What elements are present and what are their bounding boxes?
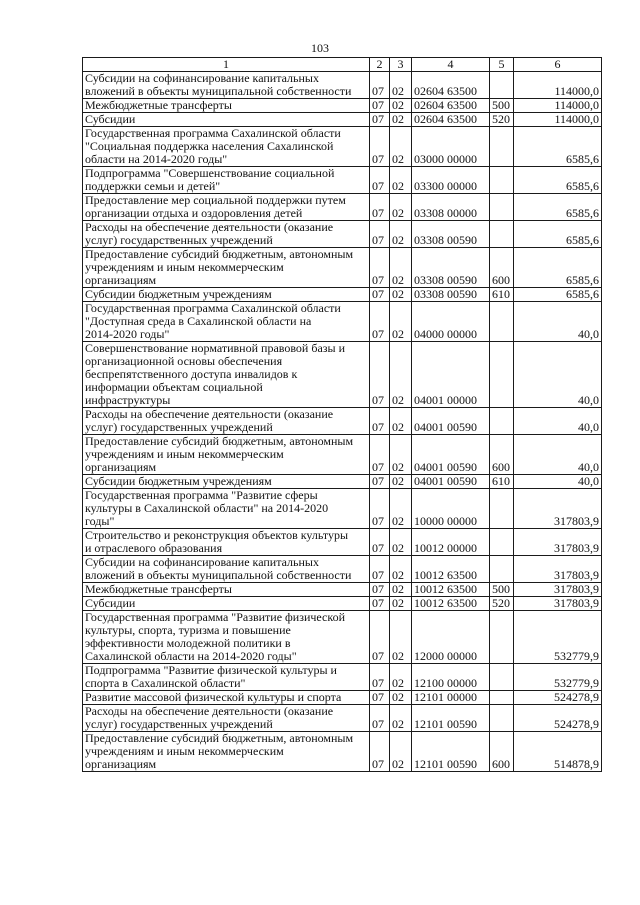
cell-name-line: Подпрограмма "Развитие физической культуры и <box>85 663 337 677</box>
table-row <box>83 302 602 342</box>
cell-amount: 114000,0 <box>514 72 602 99</box>
cell-name-line: организации отдыха и оздоровления детей <box>85 206 303 220</box>
cell-subsection: 02 <box>390 342 412 408</box>
cell-amount: 317803,9 <box>514 583 602 597</box>
cell-name-line: Межбюджетные трансферты <box>85 582 232 596</box>
cell-amount: 6585,6 <box>514 248 602 288</box>
cell-name-line: "Доступная среда в Сахалинской области на <box>85 314 312 328</box>
cell-section: 07 <box>370 342 390 408</box>
cell-expense-type <box>490 408 514 435</box>
cell-name <box>83 664 370 691</box>
cell-name-line: организациям <box>85 273 157 287</box>
cell-subsection: 02 <box>390 113 412 127</box>
cell-expense-type <box>490 72 514 99</box>
table-row <box>83 342 602 408</box>
cell-name <box>83 194 370 221</box>
cell-target-code: 12000 00000 <box>412 611 490 664</box>
cell-name <box>83 127 370 167</box>
cell-section: 07 <box>370 288 390 302</box>
cell-amount: 6585,6 <box>514 194 602 221</box>
table-row <box>83 113 602 127</box>
cell-name-line: Расходы на обеспечение деятельности (оказание <box>85 407 334 421</box>
cell-name <box>83 288 370 302</box>
cell-target-code: 10000 00000 <box>412 489 490 529</box>
cell-name-line: услуг) государственных учреждений <box>85 233 273 247</box>
cell-expense-type: 600 <box>490 732 514 772</box>
table-row <box>83 288 602 302</box>
cell-name-line: беспрепятственного доступа инвалидов к <box>85 367 298 381</box>
cell-name <box>83 167 370 194</box>
cell-amount: 6585,6 <box>514 167 602 194</box>
cell-name <box>83 611 370 664</box>
cell-name <box>83 597 370 611</box>
cell-name-line: Субсидии на софинансирование капитальных <box>85 71 319 85</box>
cell-subsection: 02 <box>390 732 412 772</box>
cell-target-code: 04001 00000 <box>412 342 490 408</box>
cell-target-code: 10012 63500 <box>412 597 490 611</box>
cell-subsection: 02 <box>390 664 412 691</box>
cell-name <box>83 342 370 408</box>
cell-name-line: услуг) государственных учреждений <box>85 420 273 434</box>
cell-name-line: области на 2014-2020 годы" <box>85 152 228 166</box>
cell-section: 07 <box>370 113 390 127</box>
cell-target-code: 12101 00000 <box>412 691 490 705</box>
cell-name-line: культуры в Сахалинской области" на 2014-2020 <box>85 501 329 515</box>
cell-section: 07 <box>370 475 390 489</box>
cell-expense-type: 600 <box>490 248 514 288</box>
table-row <box>83 556 602 583</box>
cell-name <box>83 529 370 556</box>
cell-section: 07 <box>370 489 390 529</box>
col-header: 3 <box>390 58 412 72</box>
cell-section: 07 <box>370 691 390 705</box>
table-row <box>83 705 602 732</box>
cell-name <box>83 302 370 342</box>
cell-amount: 524278,9 <box>514 705 602 732</box>
cell-target-code: 04001 00590 <box>412 475 490 489</box>
cell-target-code: 03308 00590 <box>412 221 490 248</box>
cell-expense-type <box>490 664 514 691</box>
cell-amount: 524278,9 <box>514 691 602 705</box>
cell-name <box>83 248 370 288</box>
table-row <box>83 529 602 556</box>
cell-name <box>83 705 370 732</box>
cell-name <box>83 691 370 705</box>
cell-section: 07 <box>370 597 390 611</box>
cell-target-code: 02604 63500 <box>412 99 490 113</box>
cell-target-code: 12101 00590 <box>412 732 490 772</box>
cell-expense-type <box>490 342 514 408</box>
table-row <box>83 435 602 475</box>
cell-expense-type: 500 <box>490 99 514 113</box>
cell-section: 07 <box>370 127 390 167</box>
cell-section: 07 <box>370 435 390 475</box>
cell-subsection: 02 <box>390 248 412 288</box>
col-header: 5 <box>490 58 514 72</box>
cell-name-line: организациям <box>85 757 157 771</box>
cell-name-line: эффективности молодежной политики в <box>85 636 291 650</box>
cell-name-line: вложений в объекты муниципальной собственности <box>85 84 352 98</box>
cell-name-line: 2014-2020 годы" <box>85 327 170 341</box>
cell-section: 07 <box>370 194 390 221</box>
cell-name-line: Предоставление субсидий бюджетным, автономным <box>85 434 354 448</box>
cell-name-line: организационной основы обеспечения <box>85 354 283 368</box>
cell-name-line: Субсидии <box>85 112 136 126</box>
cell-amount: 40,0 <box>514 435 602 475</box>
cell-name <box>83 113 370 127</box>
cell-name-line: культуры, спорта, туризма и повышение <box>85 623 291 637</box>
cell-section: 07 <box>370 248 390 288</box>
cell-subsection: 02 <box>390 435 412 475</box>
cell-name-line: Государственная программа Сахалинской области <box>85 126 341 140</box>
cell-name-line: Предоставление субсидий бюджетным, автономным <box>85 731 354 745</box>
table-row <box>83 489 602 529</box>
cell-name-line: Субсидии бюджетным учреждениям <box>85 287 272 301</box>
cell-target-code: 12101 00590 <box>412 705 490 732</box>
cell-amount: 317803,9 <box>514 556 602 583</box>
cell-name-line: Сахалинской области на 2014-2020 годы" <box>85 649 297 663</box>
cell-target-code: 10012 63500 <box>412 583 490 597</box>
cell-name <box>83 408 370 435</box>
cell-section: 07 <box>370 99 390 113</box>
cell-amount: 6585,6 <box>514 288 602 302</box>
cell-amount: 114000,0 <box>514 113 602 127</box>
cell-section: 07 <box>370 732 390 772</box>
table-row <box>83 732 602 772</box>
cell-expense-type: 610 <box>490 288 514 302</box>
cell-name-line: Расходы на обеспечение деятельности (оказание <box>85 220 334 234</box>
cell-target-code: 10012 00000 <box>412 529 490 556</box>
cell-name-line: информации объектам социальной <box>85 380 263 394</box>
cell-amount: 40,0 <box>514 302 602 342</box>
cell-expense-type: 500 <box>490 583 514 597</box>
cell-section: 07 <box>370 583 390 597</box>
table-row <box>83 583 602 597</box>
cell-subsection: 02 <box>390 489 412 529</box>
cell-subsection: 02 <box>390 597 412 611</box>
cell-name-line: поддержки семьи и детей" <box>85 179 221 193</box>
cell-subsection: 02 <box>390 611 412 664</box>
cell-section: 07 <box>370 221 390 248</box>
cell-amount: 40,0 <box>514 408 602 435</box>
cell-expense-type <box>490 302 514 342</box>
cell-name-line: Предоставление мер социальной поддержки путем <box>85 193 346 207</box>
cell-amount: 40,0 <box>514 342 602 408</box>
table-row <box>83 408 602 435</box>
cell-subsection: 02 <box>390 221 412 248</box>
cell-subsection: 02 <box>390 705 412 732</box>
cell-subsection: 02 <box>390 529 412 556</box>
cell-target-code: 03000 00000 <box>412 127 490 167</box>
cell-subsection: 02 <box>390 475 412 489</box>
cell-subsection: 02 <box>390 691 412 705</box>
cell-expense-type <box>490 691 514 705</box>
cell-target-code: 02604 63500 <box>412 72 490 99</box>
table-row <box>83 664 602 691</box>
cell-expense-type: 520 <box>490 597 514 611</box>
cell-expense-type: 600 <box>490 435 514 475</box>
col-header: 1 <box>83 58 370 72</box>
cell-amount: 514878,9 <box>514 732 602 772</box>
cell-name-line: Совершенствование нормативной правовой базы и <box>85 341 346 355</box>
table-body <box>83 58 602 772</box>
cell-expense-type <box>490 611 514 664</box>
cell-name-line: Субсидии бюджетным учреждениям <box>85 474 272 488</box>
cell-subsection: 02 <box>390 194 412 221</box>
cell-target-code: 03308 00590 <box>412 248 490 288</box>
cell-target-code: 04000 00000 <box>412 302 490 342</box>
cell-name-line: организациям <box>85 460 157 474</box>
cell-expense-type <box>490 705 514 732</box>
cell-section: 07 <box>370 72 390 99</box>
cell-section: 07 <box>370 167 390 194</box>
cell-target-code: 03308 00590 <box>412 288 490 302</box>
cell-name-line: Субсидии <box>85 596 136 610</box>
cell-expense-type <box>490 489 514 529</box>
cell-subsection: 02 <box>390 167 412 194</box>
cell-amount: 532779,9 <box>514 664 602 691</box>
cell-amount: 6585,6 <box>514 127 602 167</box>
table-row <box>83 167 602 194</box>
cell-name-line: Субсидии на софинансирование капитальных <box>85 555 319 569</box>
col-header: 2 <box>370 58 390 72</box>
table-row <box>83 72 602 99</box>
cell-amount: 317803,9 <box>514 529 602 556</box>
cell-name-line: Предоставление субсидий бюджетным, автономным <box>85 247 354 261</box>
cell-expense-type <box>490 556 514 583</box>
cell-name-line: учреждениям и иным некоммерческим <box>85 744 284 758</box>
cell-expense-type: 610 <box>490 475 514 489</box>
cell-name-line: Государственная программа "Развитие сферы <box>85 488 318 502</box>
cell-name <box>83 99 370 113</box>
cell-target-code: 03300 00000 <box>412 167 490 194</box>
cell-amount: 317803,9 <box>514 597 602 611</box>
cell-section: 07 <box>370 664 390 691</box>
table-row <box>83 127 602 167</box>
cell-name <box>83 489 370 529</box>
table-row <box>83 194 602 221</box>
cell-name-line: Строительство и реконструкция объектов культуры <box>85 528 349 542</box>
cell-target-code: 04001 00590 <box>412 408 490 435</box>
cell-amount: 40,0 <box>514 475 602 489</box>
col-header: 6 <box>514 58 602 72</box>
cell-name-line: Межбюджетные трансферты <box>85 98 232 112</box>
header-row <box>83 58 602 72</box>
cell-subsection: 02 <box>390 556 412 583</box>
cell-name <box>83 221 370 248</box>
cell-subsection: 02 <box>390 583 412 597</box>
table-row <box>83 248 602 288</box>
cell-amount: 6585,6 <box>514 221 602 248</box>
table-row <box>83 691 602 705</box>
cell-name <box>83 72 370 99</box>
cell-section: 07 <box>370 529 390 556</box>
cell-amount: 317803,9 <box>514 489 602 529</box>
cell-target-code: 10012 63500 <box>412 556 490 583</box>
cell-subsection: 02 <box>390 288 412 302</box>
cell-name-line: вложений в объекты муниципальной собственности <box>85 568 352 582</box>
cell-name-line: Государственная программа "Развитие физической <box>85 610 346 624</box>
cell-target-code: 03308 00000 <box>412 194 490 221</box>
cell-name-line: инфраструктуры <box>85 393 171 407</box>
cell-expense-type <box>490 127 514 167</box>
cell-subsection: 02 <box>390 302 412 342</box>
cell-name <box>83 556 370 583</box>
cell-expense-type <box>490 529 514 556</box>
cell-name-line: "Социальная поддержка населения Сахалинской <box>85 139 334 153</box>
cell-section: 07 <box>370 611 390 664</box>
cell-expense-type <box>490 194 514 221</box>
table-row <box>83 99 602 113</box>
cell-subsection: 02 <box>390 408 412 435</box>
cell-name-line: услуг) государственных учреждений <box>85 717 273 731</box>
cell-subsection: 02 <box>390 127 412 167</box>
cell-section: 07 <box>370 302 390 342</box>
cell-name <box>83 435 370 475</box>
cell-subsection: 02 <box>390 99 412 113</box>
table-row <box>83 611 602 664</box>
cell-name-line: Государственная программа Сахалинской области <box>85 301 341 315</box>
cell-section: 07 <box>370 556 390 583</box>
table-row <box>83 221 602 248</box>
cell-name <box>83 583 370 597</box>
cell-subsection: 02 <box>390 72 412 99</box>
table-row <box>83 597 602 611</box>
cell-name-line: Подпрограмма "Совершенствование социальной <box>85 166 335 180</box>
page-number: 103 <box>311 41 329 55</box>
cell-section: 07 <box>370 705 390 732</box>
cell-section: 07 <box>370 408 390 435</box>
cell-name-line: годы" <box>85 514 115 528</box>
cell-name <box>83 732 370 772</box>
cell-target-code: 02604 63500 <box>412 113 490 127</box>
cell-name-line: Расходы на обеспечение деятельности (оказание <box>85 704 334 718</box>
cell-name-line: и отраслевого образования <box>85 541 223 555</box>
cell-expense-type <box>490 221 514 248</box>
cell-target-code: 04001 00590 <box>412 435 490 475</box>
cell-name-line: Развитие массовой физической культуры и спорта <box>85 690 342 704</box>
cell-expense-type <box>490 167 514 194</box>
cell-name <box>83 475 370 489</box>
budget-table <box>82 57 602 772</box>
cell-expense-type: 520 <box>490 113 514 127</box>
col-header: 4 <box>412 58 490 72</box>
cell-target-code: 12100 00000 <box>412 664 490 691</box>
table-row <box>83 475 602 489</box>
cell-amount: 114000,0 <box>514 99 602 113</box>
cell-name-line: учреждениям и иным некоммерческим <box>85 260 284 274</box>
cell-name-line: спорта в Сахалинской области" <box>85 676 246 690</box>
cell-name-line: учреждениям и иным некоммерческим <box>85 447 284 461</box>
cell-amount: 532779,9 <box>514 611 602 664</box>
